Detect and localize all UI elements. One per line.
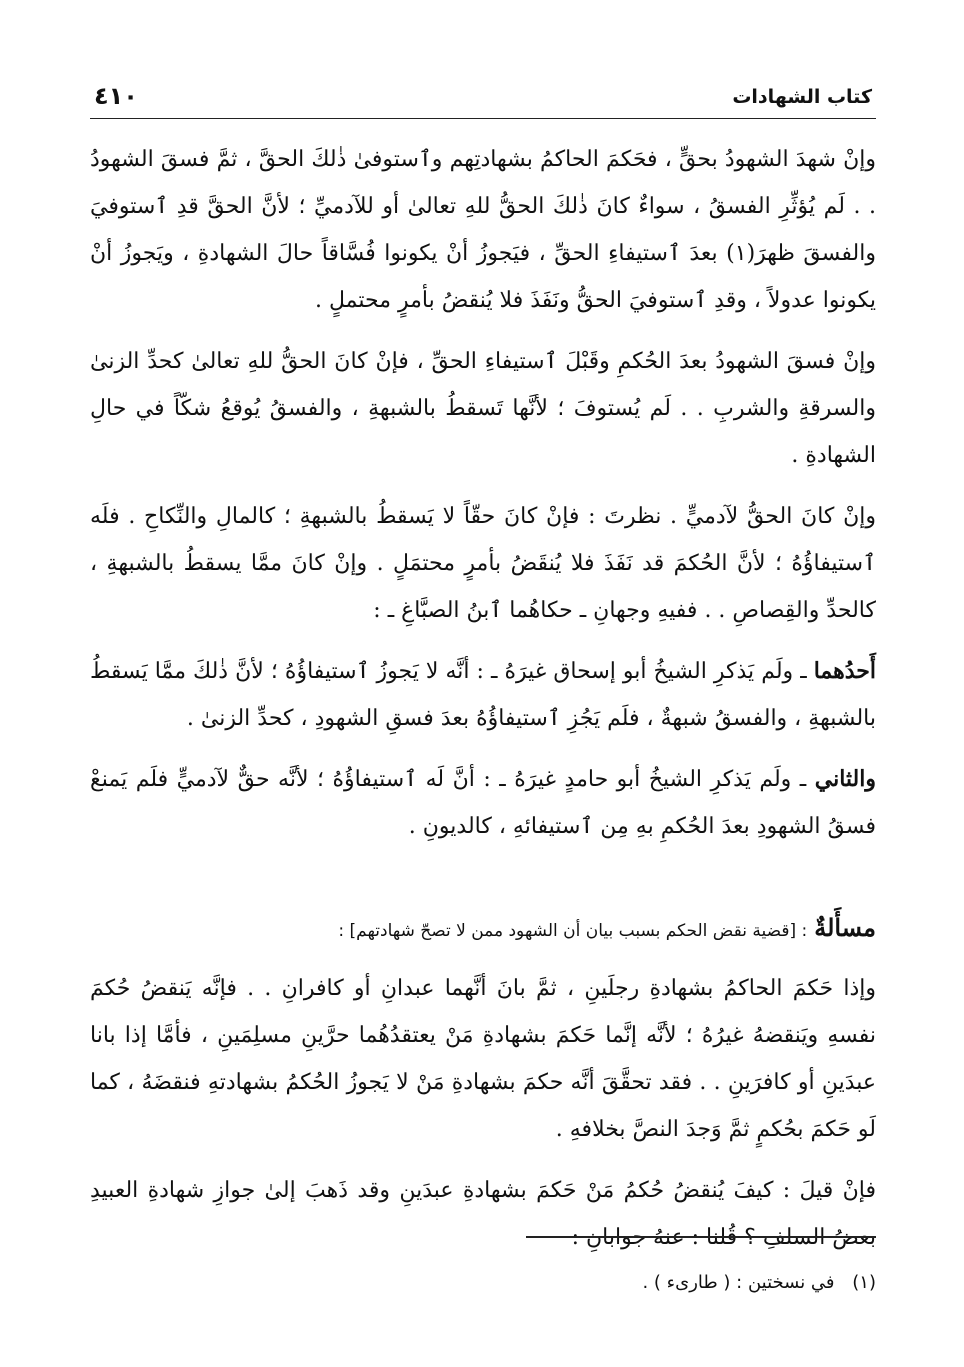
paragraph-2-text: وإنْ فسقَ الشهودُ بعدَ الحُكمِ وقَبْلَ ٱستيفاءِ الحقِّ ، فإنْ كانَ الحقُّ للهِ تعالىٰ كحدِّ الزنىٰ والسرقةِ والشربِ . . لَم يُستوفَ ؛ لأنَّها تَسقطُ بالشبهةِ ، والفسقُ يُوقعُ شكّاً في حالِ الشهادةِ . — [90, 349, 876, 468]
footnote-divider — [526, 1236, 876, 1238]
paragraph-4-text: ـ ولَم يَذكرِ الشيخُ أبو إسحاق غيرَهُ ـ : أنَّه لا يَجوزُ ٱستيفاؤُهُ ؛ لأنَّ ذٰلكَ ممَّا يَسقطُ بالشبهةِ ، والفسقُ شبهةٌ ، فلَم يَجُزِ ٱستيفاؤُهُ بعدَ فسقِ الشهودِ ، كحدِّ الزنىٰ . — [90, 659, 876, 731]
paragraph-2 — [90, 338, 876, 479]
paragraph-7-text: فإنْ قيلَ : كيفَ يُنقضُ حُكمُ مَنْ حَكمَ بشهادةِ عبدَينِ وقد ذَهبَ إلىٰ جوازِ شهادةِ العبيدِ بعضُ السلفِ ؟ قُلنا : عنهُ جوابانِ : — [90, 1178, 876, 1250]
paragraph-5-lead: والثاني — [814, 766, 876, 792]
paragraph-6 — [90, 965, 876, 1153]
page-body — [90, 136, 876, 1275]
paragraph-6-text: وإذا حَكمَ الحاكمُ بشهادةِ رجلَينِ ، ثمَّ بانَ أنَّهما عبدانِ أو كافرانِ . . فإنَّه يَنقضُ حُكمَ نفسهِ ويَنقضهُ غيرُهُ ؛ لأنَّه إنَّما حَكمَ بشهادةِ مَنْ يعتقدُهُما حرَّينِ مسلِمَينِ ، فأمَّا إذا بانا عبدَينِ أو كافرَينِ . . فقد تحقَّقَ أنَّه حكمَ بشهادةِ مَنْ لا يَجوزُ الحُكمُ بشهادتهِ فنقضَهُ ، كما لَو حَكمَ بحُكمٍ ثمَّ وَجدَ النصَّ بخلافهِ . — [90, 976, 876, 1142]
paragraph-1 — [90, 136, 876, 324]
running-title: كتاب الشهادات — [732, 86, 872, 108]
paragraph-4 — [90, 648, 876, 742]
paragraph-1-text: وإنْ شهدَ الشهودُ بحقٍّ ، فحَكمَ الحاكمُ بشهادتِهم وٱستوفىٰ ذٰلكَ الحقَّ ، ثمَّ فسقَ الشهودُ . . لَم يُؤثِّرِ الفسقُ ، سواءٌ كانَ ذٰلكَ الحقُّ للهِ تعالىٰ أو للآدميِّ ؛ لأنَّ الحقَّ قدِ ٱستوفيَ والفسقَ ظهرَ(١) بعدَ ٱستيفاءِ الحقِّ ، فيَجوزُ أنْ يكونوا فُسَّاقاً حالَ الشهادةِ ، ويَجوزُ أنْ يكونوا عدولاً ، وقدِ ٱستوفيَ الحقُّ ونَفَذَ فلا يُنقضُ بأمرٍ محتملٍ . — [90, 147, 876, 313]
book-page — [90, 80, 876, 1330]
footnote — [642, 1272, 876, 1293]
footnote-text: في نسختين : ( طارىء ) . — [642, 1272, 835, 1293]
page-number: ٤١٠ — [94, 82, 138, 110]
paragraph-5 — [90, 756, 876, 850]
masala-label: مسأَلةٌ — [814, 913, 876, 942]
paragraph-4-lead: أَحدُهما — [813, 658, 876, 684]
masala-subtitle: : [قضية نقض الحكم بسبب بيان أن الشهود ممن لا تصحّ شهادتهم] : — [338, 921, 808, 941]
masala-heading — [90, 908, 876, 951]
paragraph-3 — [90, 493, 876, 634]
paragraph-7 — [90, 1167, 876, 1261]
running-header — [90, 80, 876, 119]
footnote-marker: (١) — [852, 1272, 876, 1293]
paragraph-5-text: ـ ولَم يَذكرِ الشيخُ أبو حامدٍ غيرَهُ ـ : أنَّ لَه ٱستيفاؤُهُ ؛ لأنَّه حقٌّ لآدميٍّ فلَم يَمنعْ فسقُ الشهودِ بعدَ الحُكمِ بهِ مِن ٱستيفائهِ ، كالديونِ . — [90, 767, 876, 839]
paragraph-3-text: وإنْ كانَ الحقُّ لآدميٍّ . نظرتَ : فإنْ كانَ حقّاً لا يَسقطُ بالشبهةِ ؛ كالمالِ والنِّكاحِ . فلَه ٱستيفاؤُهُ ؛ لأنَّ الحُكمَ قد نَفَذَ فلا يُنقَضُ بأمرٍ محتمَلٍ . وإنْ كانَ ممَّا يسقطُ بالشبهةِ ، كالحدِّ والقِصاصِ . . ففيهِ وجهانِ ـ حكاهُما ٱبنُ الصبَّاغِ ـ : — [90, 504, 876, 623]
